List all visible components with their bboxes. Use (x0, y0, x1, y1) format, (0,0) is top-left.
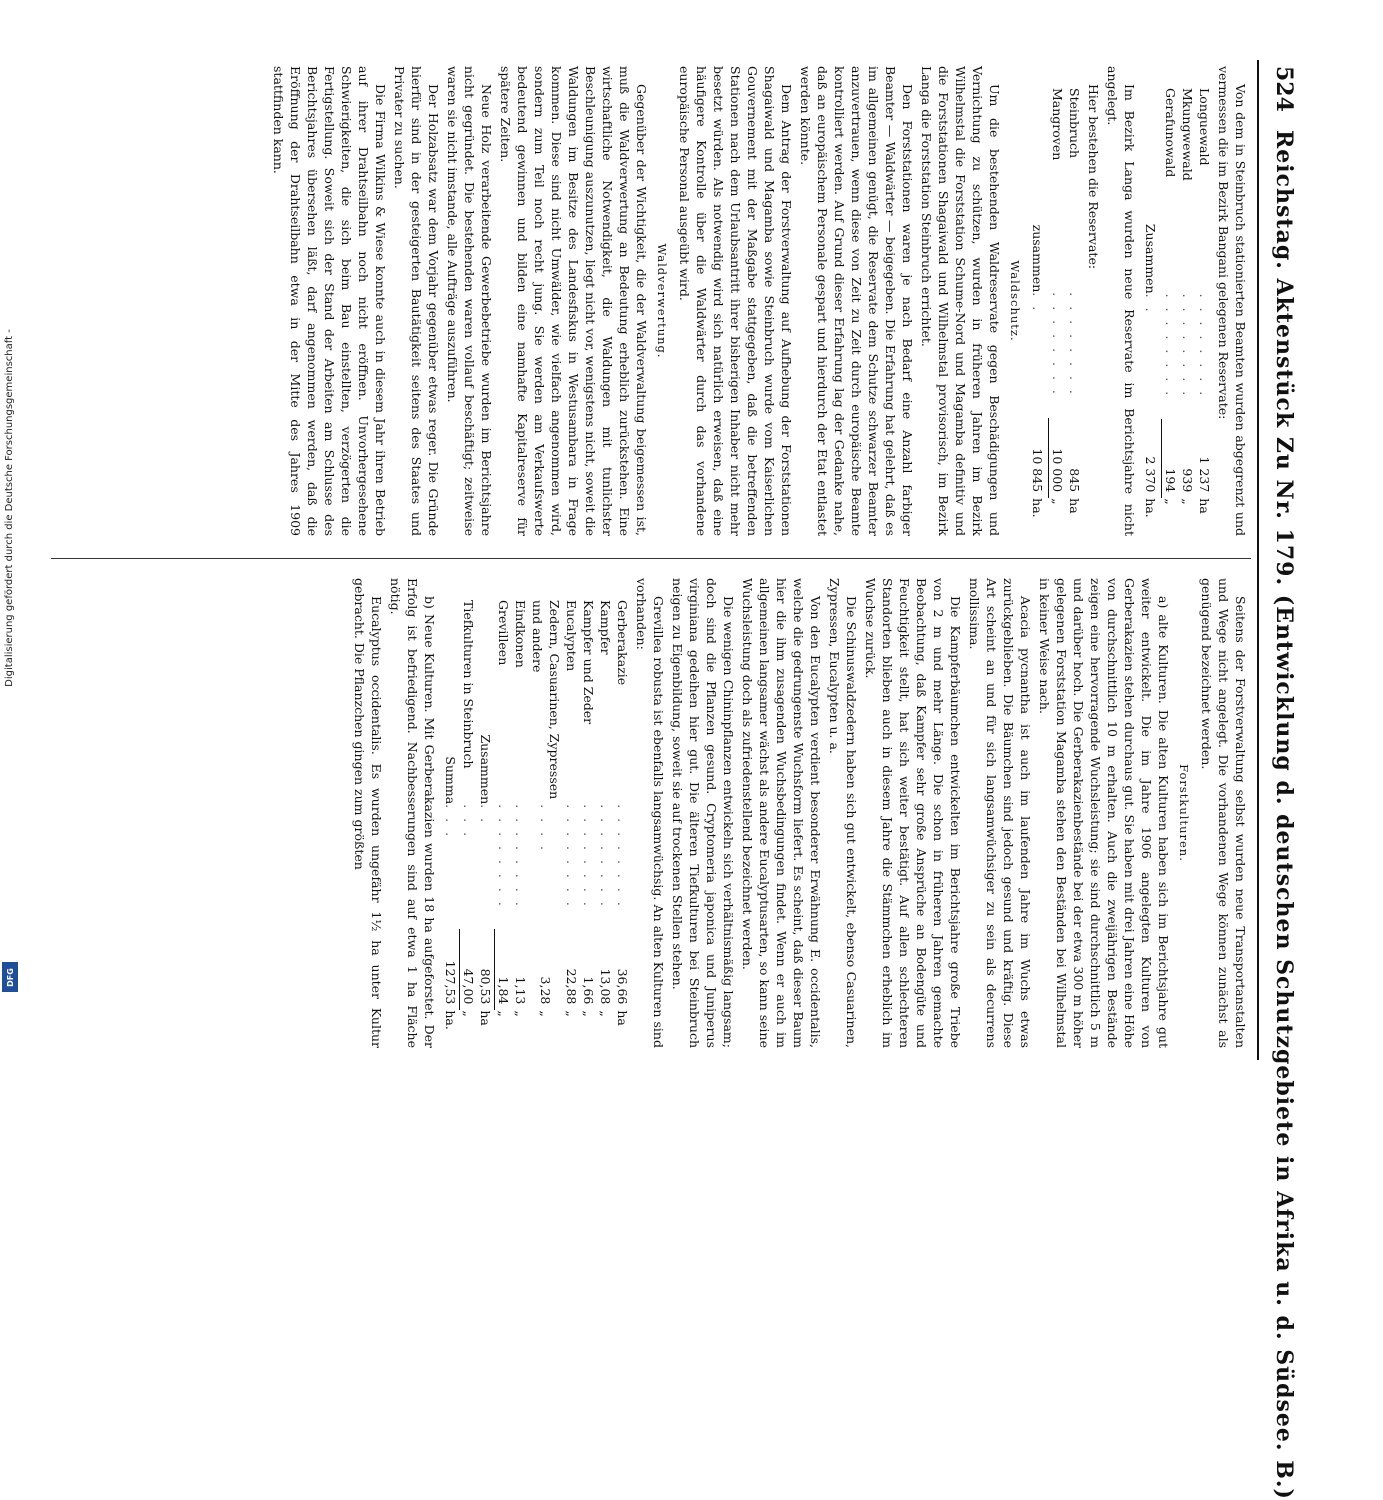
paragraph: Gegenüber der Wichtigkeit, die der Waldverwaltung beigemessen ist, muß die Waldverwertung an Bedeutung erheblich zurückstehen. Eine wirtschaftliche Notwendigkeit, die Waldungen mit tunlichster Beschleunigung auszunutzen, liegt nicht vor, wenigstens nicht, soweit die Waldungen im Besitze des Landesfiskus in Westusambara in Frage kommen. Diese sind nicht Umwälder, wie vielfach angenommen wird, sondern zum Teil noch recht jung. Sie werden am Verkaufswerte bedeutend gewinnen und bilden eine namhafte Kapitalreserve für spätere Zeiten. (498, 66, 649, 536)
table-row: Mangroven . . . . . . . . 10 000 „ (1049, 88, 1065, 505)
table-total-row: Zusammen . . 80,53 ha (478, 734, 494, 1026)
digitization-sidebar (0, 0, 20, 1000)
table-row: Gerafunowald . . . . . . . . 194 „ (1162, 88, 1178, 505)
scanned-page (45, 60, 1305, 1500)
table-row: Eindkonen . . . . . . . . 1,13 „ (513, 600, 528, 1017)
paragraph: Dem Antrag der Forstverwaltung auf Aufhebung der Forststationen Shagaiwald und Magamba sowie Steinbruch wurde vom Kaiserlichen Gouvernement mit der Maßgabe stattgegeben, daß die betreffenden Stationen nach dem Urlaubsantritt ihrer bisherigen Inhaber nicht mehr besetzt würden. Als notwendig wird sich natürlich erweisen, daß eine häufigere Kontrolle über die Waldwärter durch das vorhandene europäische Personal ausgeübt wird. (677, 66, 794, 536)
section-heading: Waldverwertung. (655, 243, 669, 359)
reserves-table-bangani (1142, 88, 1213, 536)
table-total-row: Summa . . . 127,53 ha. (443, 756, 459, 1030)
funding-credit: Digitalisierung gefördert durch die Deutsche Forschungsgemeinschaft - (4, 329, 15, 687)
paragraph: Hier bestehen die Reservate: (1086, 84, 1101, 270)
paragraph: Eucalyptus occidentalis. Es wurden ungefähr 1½ ha unter Kultur gebracht. Die Pflanzchen gingen zum größten (352, 578, 384, 1048)
paragraph: a) alte Kulturen. Die alten Kulturen haben sich im Berichtsjahre gut weiter entwickelt. Die im Jahre 1906 angelegten Kulturen von Gerberakazien stehen durchaus gut. Sie haben mit drei Jahren eine Höhe von durchschnittlich 10 m erhalten. Auch die zweijährigen Bestände zeigen eine hervorragende Wuchsleistung; sie sind durchschnittlich 5 m und darüber hoch. Die Gerberakazienbestände bei der etwa 300 m höher gelegenen Forststation Magamba stehen den Beständen bei Wilhelmstal in keiner Weise nach. (1037, 578, 1171, 1048)
paragraph: b) Neue Kulturen. Mit Gerberakazien wurden 18 ha aufgeforstet. Der Erfolg ist befriedigend. Nachbesserungen sind auf etwa 1 ha Fläche nötig. (388, 578, 437, 1048)
cultures-table (442, 600, 631, 1048)
left-column (59, 66, 1249, 536)
table-total-row: Zusammen . . 2 370 ha. (1142, 88, 1162, 536)
paragraph: Um die bestehenden Waldreservate gegen Beschädigungen und Vernichtung zu schützen, wurden in früheren Jahren im Bezirk Wilhelmstal die Forststation Schume-Nord und Magamba definitiv und die Forststationen Shagaiwald und Wilhelmstal provisorisch, im Bezirk Langa die Forststation Steinbruch errichtet. (919, 66, 1002, 536)
page-title: Reichstag. Aktenstück Zu Nr. 179. (Entwicklung d. deutschen Schutzgebiete in Afrika u. d. Südsee. B.) (1271, 130, 1297, 1500)
column-divider (51, 558, 1251, 559)
page-number: 524 (1271, 66, 1297, 112)
table-row: Steinbruch . . . . . . . . 845 ha (1067, 88, 1082, 514)
paragraph: Von dem in Steinbruch stationierten Beamten wurden abgegrenzt und vermessen die im Bezirk Bangani gelegenen Reservate: (1216, 66, 1248, 536)
dfg-logo-icon: DFG (2, 962, 18, 992)
reserves-table-langa (1029, 88, 1083, 536)
paragraph: Neue Holz verarbeitende Gewerbebetriebe wurden im Berichtsjahre nicht gegründet. Die bestehenden waren vollauf beschäftigt; zeitweise waren sie nicht imstande, alle Aufträge auszuführen. (445, 66, 494, 536)
table-row: Gerberakazie . . . . . . . . 36,66 ha (615, 600, 630, 1026)
table-row: Longuewald . . . . . . . . 1 237 ha (1197, 88, 1212, 514)
paragraph: Die Firma Wilkins & Wiese konnte auch in diesem Jahr ihren Betrieb auf ihrer Drahtseilbahn noch nicht eröffnen. Unvorhergesehene Schwierigkeiten, die sich beim Bau einstellten, verzögerten die Fertigstellung. Soweit sich der Stand der Arbeiten am Schlusse des Berichtsjahres übersehen läßt, darf angenommen werden, daß die Eröffnung der Drahtseilbahn etwa in der Mitte des Jahres 1909 stattfinden kann. (271, 66, 388, 536)
paragraph: Im Bezirk Langa wurden neue Reservate im Berichtsjahre nicht angelegt. (1105, 66, 1137, 536)
paragraph: Den Forststationen waren je nach Bedarf eine Anzahl farbiger Beamter — Waldwärter — beigegeben. Die Erfahrung hat gelehrt, daß es im allgemeinen genügt, die Reservate dem Schutze schwarzer Beamter anzuvertrauen, wenn diese von Zeit zu Zeit durch europäische Beamte kontrolliert werden. Auf Grund dieser Erfahrung lag der Gedanke nahe, daß an europäischem Personale gespart und hierdurch der Etat entlastet werden könnte. (798, 66, 915, 536)
paragraph: Die Schinuswaldzedern haben sich gut entwickelt, ebenso Casuarinen, Zypressen, Eucalypten u. a. (827, 578, 859, 1048)
table-row: Kampfer . . . . . . . . 13,08 „ (598, 600, 613, 1017)
table-row: Grevilleen . . . . . . . . 1,84 „ (495, 600, 511, 1017)
paragraph: Grevillea robusta ist ebenfalls langsamwüchsig. An alten Kulturen sind vorhanden: (634, 578, 666, 1048)
table-row: Zedern, Casuarinen, Zypressen und andere . . . . 3,28 „ (530, 600, 562, 1017)
table-row: Kampfer und Zeder . . . . . . . . 1,66 „ (581, 600, 596, 1017)
paragraph: Von den Eucalypten verdient besonderer Erwähnung E. occidentalis, welche die gedrungenste Wuchsform liefert. Es scheint, daß dieser Baum hier die ihm zusagenden Wuchsbedingungen findet. Wenn er auch im allgemeinen langsamer wächst als andere Eucalyptusarten, so kann seine Wuchsleistung doch als zufriedenstellend bezeichnet werden. (740, 578, 823, 1048)
table-total-row: zusammen . . 10 845 ha. (1029, 88, 1049, 536)
paragraph: Seitens der Forstverwaltung selbst wurden neue Transportanstalten und Wege nicht angelegt. Die vorhandenen Wege können zunächst als genügend bezeichnet werden. (1199, 578, 1248, 1048)
table-row: Tiefkulturen in Steinbruch . . . 47,00 „ (460, 600, 476, 1017)
page-header (1257, 60, 1305, 1500)
section-heading: Waldschutz. (1008, 260, 1022, 342)
paragraph: Die wenigen Chininpflanzen entwickeln sich verhältnismäßig langsam; doch sind die Pflanzen gesund. Cryptomeria japonica und Juniperus virginiana gedeihen hier gut. Die älteren Tiefkulturen bei Steinbruch neigen zu Eigenbildung, soweit sie auf trockenen Stellen stehen. (670, 578, 736, 1048)
paragraph: Acacia pycnantha ist auch im laufenden Jahre im Wuchs etwas zurückgeblieben. Die Bäumchen sind jedoch gesund und kräftig. Diese Art scheint an und für sich langsamwüchsiger zu sein als decurrens mollissima. (967, 578, 1033, 1048)
section-heading: Forstkulturen. (1177, 764, 1191, 862)
table-row: Mkungwewald . . . . . . . . 939 „ (1180, 88, 1195, 505)
table-row: Eucalypten . . . . . . . . 22,88 „ (564, 600, 579, 1017)
paragraph: Die Kampferbäumchen entwickelten im Berichtsjahre große Triebe von 2 m und mehr Länge. Die schon in früheren Jahren gemachte Beobachtung, daß Kampfer sehr große Ansprüche an Bodengüte und Feuchtigkeit stellt, hat sich weiter bestätigt. Auf allen schlechteren Standorten blieben auch in diesem Jahre die Stämmchen erheblich im Wuchse zurück. (863, 578, 963, 1048)
right-column (59, 578, 1249, 1048)
paragraph: Der Holzabsatz war dem Vorjahr gegenüber etwas reger. Die Gründe hierfür sind in der gesteigerten Bautätigkeit seitens des Staates und Privater zu suchen. (392, 66, 441, 536)
